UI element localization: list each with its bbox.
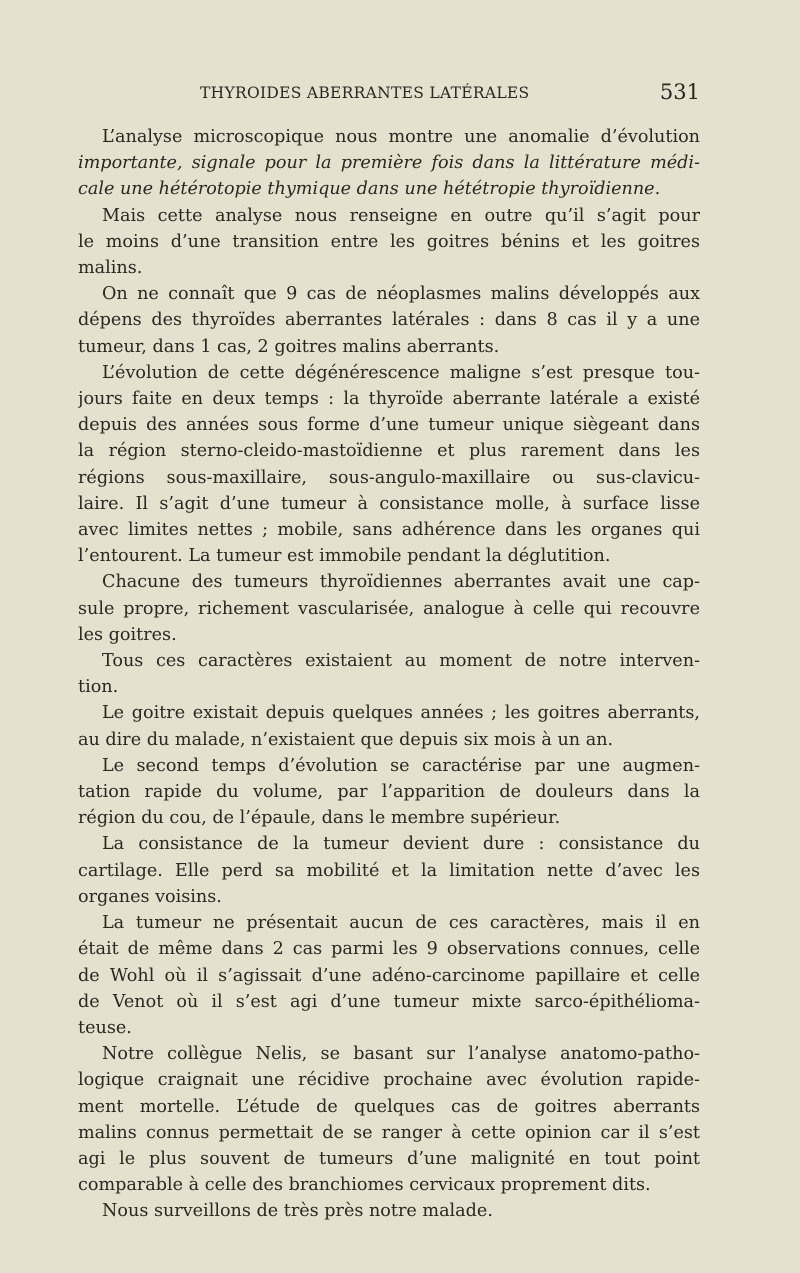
paragraph (78, 281, 700, 360)
text-line: Nous surveillons de très près notre malade. (102, 1201, 493, 1222)
text-line: tumeur, dans 1 cas, 2 goitres malins aberrants. (78, 336, 500, 357)
body-text (78, 124, 700, 1225)
text-line: teuse. (78, 1017, 132, 1038)
text-line: Chacune des tumeurs thyroïdiennes aberrantes avait une cap- (102, 572, 700, 593)
paragraph (78, 1041, 700, 1198)
text-line: le moins d’une transition entre les goitres bénins et les goitres (78, 231, 700, 252)
text-line: tion. (78, 677, 119, 698)
text-line: importante, signale pour la première fois dans la littérature médi- (78, 153, 700, 174)
text-line: régions sous-maxillaire, sous-angulo-maxillaire ou sus-clavicu- (78, 467, 700, 488)
text-line: Le second temps d’évolution se caractérise par une augmen- (102, 755, 700, 776)
text-line: tation rapide du volume, par l’apparition de douleurs dans la (78, 782, 700, 803)
text-line: les goitres. (78, 624, 177, 645)
text-line: de Venot où il s’est agi d’une tumeur mixte sarco-épithélioma- (78, 991, 700, 1012)
text-line: Tous ces caractères existaient au moment de notre interven- (102, 651, 700, 672)
text-line: Le goitre existait depuis quelques années ; les goitres aberrants, (102, 703, 700, 724)
paragraph (78, 831, 700, 910)
text-line: ment mortelle. L’étude de quelques cas de goitres aberrants (78, 1096, 700, 1117)
text-line: malins. (78, 258, 143, 279)
page-number: 531 (659, 80, 700, 104)
text-line: la région sterno-cleido-mastoïdienne et plus rarement dans les (78, 441, 700, 462)
text-line: La tumeur ne présentait aucun de ces caractères, mais il en (102, 913, 700, 934)
text-line: au dire du malade, n’existaient que depuis six mois à un an. (78, 729, 614, 750)
text-line: Mais cette analyse nous renseigne en outre qu’il s’agit pour (102, 205, 700, 226)
text-line: On ne connaît que 9 cas de néoplasmes malins développés aux (102, 284, 700, 305)
text-line: de Wohl où il s’agissait d’une adéno-carcinome papillaire et celle (78, 965, 700, 986)
text-line: avec limites nettes ; mobile, sans adhérence dans les organes qui (78, 520, 700, 541)
text-line: cale une hétérotopie thymique dans une hététropie thyroïdienne. (78, 179, 661, 200)
text-line: depuis des années sous forme d’une tumeur unique siègeant dans (78, 415, 700, 436)
text-line: L’évolution de cette dégénérescence maligne s’est presque tou- (102, 362, 700, 383)
paragraph (78, 1198, 700, 1224)
text-line: région du cou, de l’épaule, dans le membre supérieur. (78, 808, 561, 829)
text-line: dépens des thyroïdes aberrantes latérales : dans 8 cas il y a une (78, 310, 700, 331)
text-line: La consistance de la tumeur devient dure : consistance du (102, 834, 700, 855)
text-line: cartilage. Elle perd sa mobilité et la limitation nette d’avec les (78, 860, 700, 881)
text-line: logique craignait une récidive prochaine avec évolution rapide- (78, 1070, 700, 1091)
text-line: jours faite en deux temps : la thyroïde aberrante latérale a existé (78, 389, 700, 410)
text-line: l’entourent. La tumeur est immobile pendant la déglutition. (78, 546, 611, 567)
text-line: agi le plus souvent de tumeurs d’une malignité en tout point (78, 1148, 700, 1169)
text-line: laire. Il s’agit d’une tumeur à consistance molle, à surface lisse (78, 493, 700, 514)
paragraph (78, 700, 700, 752)
running-title: THYROIDES ABERRANTES LATÉRALES (200, 84, 530, 102)
page-header (200, 80, 708, 108)
paragraph (78, 910, 700, 1041)
text-line: malins connus permettait de se ranger à cette opinion car il s’est (78, 1122, 700, 1143)
text-line: comparable à celle des branchiomes cervicaux proprement dits. (78, 1175, 651, 1196)
paragraph (78, 569, 700, 648)
text-line: était de même dans 2 cas parmi les 9 observations connues, celle (78, 939, 700, 960)
text-line: L’analyse microscopique nous montre une anomalie d’évolution (102, 127, 700, 147)
text-line: organes voisins. (78, 886, 222, 907)
text-line: Notre collègue Nelis, se basant sur l’analyse anatomo-patho- (102, 1044, 700, 1065)
paragraph (78, 360, 700, 570)
paragraph (78, 203, 700, 282)
paragraph (78, 753, 700, 832)
text-line: sule propre, richement vascularisée, analogue à celle qui recouvre (78, 598, 700, 619)
paragraph (78, 648, 700, 700)
paragraph (78, 124, 700, 203)
